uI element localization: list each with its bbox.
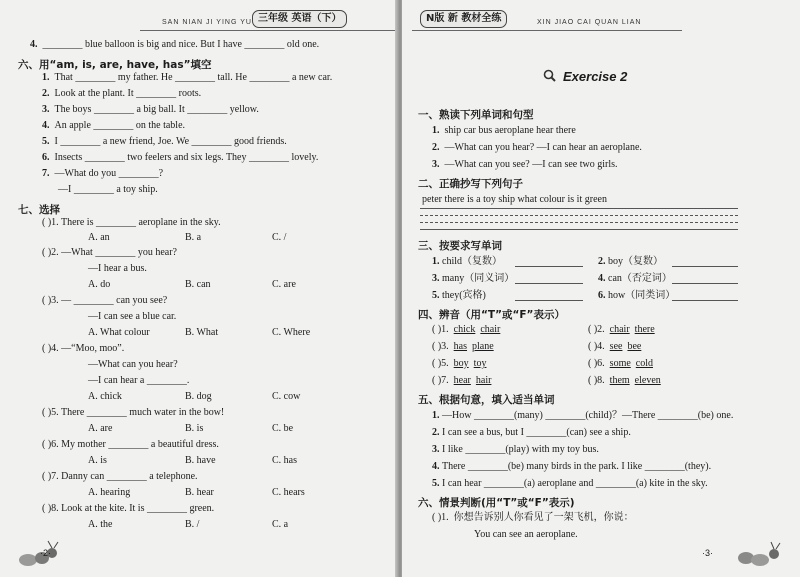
item-number: 2. bbox=[42, 88, 50, 99]
item-text: The boys ________ a big ball. It ________ yellow. bbox=[54, 104, 259, 115]
item-number: 6. bbox=[598, 290, 606, 301]
word-item bbox=[432, 290, 486, 302]
option-b: B. dog bbox=[185, 391, 212, 402]
header-pinyin: XIN JIAO CAI QUAN LIAN bbox=[537, 19, 642, 26]
fill-item bbox=[42, 104, 259, 116]
item-text: —What do you ________? bbox=[54, 168, 164, 179]
header-rule bbox=[140, 30, 395, 31]
option-a: A. do bbox=[88, 279, 111, 290]
word-1: some bbox=[609, 358, 631, 369]
option-c: C. be bbox=[272, 423, 294, 434]
option-a: A. What colour bbox=[88, 327, 150, 338]
read-item bbox=[432, 125, 576, 137]
item-number: 3. bbox=[432, 444, 440, 455]
question-line: —I can see a blue car. bbox=[88, 311, 177, 322]
mc-question-7: ( )7. Danny can ________ a telephone. bbox=[42, 471, 198, 482]
fill-item bbox=[42, 152, 318, 164]
item-number: ( )4. bbox=[588, 341, 605, 352]
item-number: ( )5. bbox=[432, 358, 449, 369]
writing-line bbox=[420, 208, 738, 209]
section-4-title: 四、辨音（用“T”或“F”表示） bbox=[418, 309, 565, 321]
question-line: —I can hear a ________. bbox=[88, 375, 190, 386]
word-item bbox=[432, 256, 502, 268]
option-c: C. a bbox=[272, 519, 289, 530]
option-c: C. hears bbox=[272, 487, 305, 498]
word-1: chair bbox=[609, 324, 630, 335]
writing-line bbox=[420, 229, 738, 230]
phonics-item bbox=[432, 341, 494, 353]
scenario-item bbox=[432, 512, 634, 524]
left-page-header bbox=[140, 2, 395, 40]
option-b: B. hear bbox=[185, 487, 214, 498]
item-number: ( )1. bbox=[432, 324, 449, 335]
copy-sentence: peter there is a toy ship what colour is it green bbox=[422, 194, 607, 205]
word-2: there bbox=[634, 324, 655, 335]
answer-line bbox=[515, 266, 583, 267]
option-a: A. are bbox=[88, 423, 113, 434]
left-page bbox=[0, 0, 398, 577]
item-text: 你想告诉别人你看见了一架飞机，你说： bbox=[453, 512, 634, 523]
item-number: 3. bbox=[432, 273, 440, 284]
word-item bbox=[598, 256, 663, 268]
answer-line bbox=[672, 266, 738, 267]
section-1-title: 一、熟读下列单词和句型 bbox=[418, 109, 534, 121]
option-b: B. a bbox=[185, 232, 202, 243]
item-text: That ________ my father. He ________ tall. He ________ a new car. bbox=[54, 72, 333, 83]
page-number-left: ·2· bbox=[40, 548, 51, 558]
item-number: ( )7. bbox=[432, 375, 449, 386]
item-text: ship car bus aeroplane hear there bbox=[444, 125, 576, 136]
answer-line bbox=[515, 300, 583, 301]
item-number: ( )2. bbox=[588, 324, 605, 335]
item-number: 4. bbox=[598, 273, 606, 284]
option-b: B. can bbox=[185, 279, 211, 290]
item-text: Insects ________ two feelers and six legs. They ________ lovely. bbox=[54, 152, 319, 163]
option-c: C. Where bbox=[272, 327, 311, 338]
ant-mascot-icon bbox=[14, 540, 60, 570]
section-6-title: 六、用“am, is, are, have, has”填空 bbox=[18, 59, 212, 71]
word-2: cold bbox=[635, 358, 653, 369]
mc-question-3: ( )3. — ________ can you see? bbox=[42, 295, 168, 306]
section-2-title: 二、正确抄写下列句子 bbox=[418, 178, 523, 190]
mc-question-4: ( )4. —“Moo, moo”. bbox=[42, 343, 125, 354]
writing-line bbox=[420, 222, 738, 223]
item-text: they(宾格) bbox=[442, 290, 486, 301]
option-b: B. What bbox=[185, 327, 219, 338]
word-1: them bbox=[609, 375, 630, 386]
magnifier-icon bbox=[543, 69, 556, 82]
item-text: —What can you see? —I can see two girls. bbox=[444, 159, 618, 170]
mc-question-6: ( )6. My mother ________ a beautiful dress. bbox=[42, 439, 219, 450]
item-text: I ________ a new friend, Joe. We ________ good friends. bbox=[54, 136, 287, 147]
option-c: C. cow bbox=[272, 391, 301, 402]
fill-item bbox=[432, 444, 599, 456]
item-number: 5. bbox=[432, 478, 440, 489]
item-text: Look at the plant. It ________ roots. bbox=[54, 88, 202, 99]
answer-line bbox=[672, 300, 738, 301]
item-text: —What can you hear? —I can hear an aeroplane. bbox=[444, 142, 642, 153]
fill-item bbox=[42, 136, 287, 148]
right-page bbox=[402, 0, 800, 577]
answer-line bbox=[515, 283, 583, 284]
phonics-item bbox=[432, 324, 500, 336]
section-5-title: 五、根据句意，填入适当单词 bbox=[418, 394, 555, 406]
section-7-title: 七、选择 bbox=[18, 204, 60, 216]
option-c: C. are bbox=[272, 279, 296, 290]
writing-line bbox=[420, 215, 738, 216]
item-number: 5. bbox=[432, 290, 440, 301]
word-2: hair bbox=[475, 375, 492, 386]
item-text: —I ________ a toy ship. bbox=[58, 184, 158, 195]
item-number: 1. bbox=[42, 72, 50, 83]
option-b: B. is bbox=[185, 423, 204, 434]
word-2: plane bbox=[472, 341, 494, 352]
item-text: I can hear ________(a) aeroplane and ________(a) kite in the sky. bbox=[442, 478, 708, 489]
mc-question-5: ( )5. There ________ much water in the bow! bbox=[42, 407, 225, 418]
word-1: has bbox=[453, 341, 468, 352]
read-item bbox=[432, 159, 618, 171]
header-title-badge: N版 新 教材全练 bbox=[420, 10, 507, 28]
item-number: ( )8. bbox=[588, 375, 605, 386]
fill-item bbox=[58, 184, 158, 196]
word-2: eleven bbox=[634, 375, 661, 386]
word-item bbox=[598, 290, 675, 302]
mc-question-8: ( )8. Look at the kite. It is ________ green. bbox=[42, 503, 215, 514]
item-number: ( )6. bbox=[588, 358, 605, 369]
item-number: 2. bbox=[432, 427, 440, 438]
item-number: 1. bbox=[432, 256, 440, 267]
item-number: 2. bbox=[598, 256, 606, 267]
word-item bbox=[432, 273, 514, 285]
fill-item bbox=[432, 461, 711, 473]
fill-item bbox=[432, 410, 733, 422]
item-number: 3. bbox=[42, 104, 50, 115]
item-number: 6. bbox=[42, 152, 50, 163]
phonics-item bbox=[588, 375, 661, 387]
word-2: chair bbox=[480, 324, 501, 335]
phonics-item bbox=[432, 375, 491, 387]
phonics-item bbox=[588, 324, 655, 336]
word-1: boy bbox=[453, 358, 469, 369]
item-text: —How ________(many) ________(child)？—There ________(be) one. bbox=[442, 410, 734, 421]
option-a: A. chick bbox=[88, 391, 122, 402]
fill-item bbox=[432, 427, 631, 439]
fill-item bbox=[42, 168, 163, 180]
item-text: An apple ________ on the table. bbox=[54, 120, 186, 131]
item-number: 7. bbox=[42, 168, 50, 179]
section-6-title: 六、情景判断(用“T”或“F”表示) bbox=[418, 497, 575, 509]
item-text: I like ________(play) with my toy bus. bbox=[442, 444, 599, 455]
option-a: A. the bbox=[88, 519, 113, 530]
item-text: can（否定词） bbox=[608, 273, 672, 284]
word-item bbox=[598, 273, 672, 285]
item-text: many（同义词） bbox=[442, 273, 515, 284]
exercise-title: Exercise 2 bbox=[563, 69, 628, 84]
header-pinyin: SAN NIAN JI YING YU bbox=[162, 19, 252, 26]
fill-item bbox=[42, 72, 332, 84]
phonics-item bbox=[432, 358, 486, 370]
fill-item bbox=[42, 120, 185, 132]
option-a: A. is bbox=[88, 455, 107, 466]
item-number: 3. bbox=[432, 159, 440, 170]
read-item bbox=[432, 142, 642, 154]
item-number: 4. bbox=[432, 461, 440, 472]
option-b: B. have bbox=[185, 455, 216, 466]
word-2: bee bbox=[627, 341, 642, 352]
item-number: 4. bbox=[30, 39, 38, 50]
item-number: ( )1. bbox=[432, 512, 449, 523]
item-text: There ________(be) many birds in the park. I like ________(they). bbox=[442, 461, 712, 472]
phonics-item bbox=[588, 358, 653, 370]
option-b: B. / bbox=[185, 519, 200, 530]
item-4-line bbox=[30, 39, 319, 51]
item-number: 5. bbox=[42, 136, 50, 147]
item-number: 2. bbox=[432, 142, 440, 153]
option-a: A. an bbox=[88, 232, 110, 243]
item-text: ________ blue balloon is big and nice. But I have ________ old one. bbox=[42, 39, 320, 50]
answer-line bbox=[672, 283, 738, 284]
section-3-title: 三、按要求写单词 bbox=[418, 240, 502, 252]
word-1: hear bbox=[453, 375, 471, 386]
item-text: how（同类词） bbox=[608, 290, 676, 301]
item-number: 1. bbox=[432, 410, 440, 421]
phonics-item bbox=[588, 341, 641, 353]
question-line: —What can you hear? bbox=[88, 359, 178, 370]
header-rule bbox=[412, 30, 682, 31]
scenario-answer: You can see an aeroplane. bbox=[474, 529, 578, 540]
fill-item bbox=[42, 88, 201, 100]
item-text: child（复数） bbox=[442, 256, 502, 267]
question-line: —I hear a bus. bbox=[88, 263, 147, 274]
option-c: C. / bbox=[272, 232, 287, 243]
ant-mascot-icon bbox=[732, 540, 782, 570]
item-text: boy（复数） bbox=[608, 256, 663, 267]
item-number: 1. bbox=[432, 125, 440, 136]
header-title-badge: 三年级 英语（下） bbox=[252, 10, 347, 28]
mc-question-1: ( )1. There is ________ aeroplane in the sky. bbox=[42, 217, 221, 228]
word-1: see bbox=[609, 341, 623, 352]
word-2: toy bbox=[473, 358, 487, 369]
option-a: A. hearing bbox=[88, 487, 131, 498]
mc-question-2: ( )2. —What ________ you hear? bbox=[42, 247, 177, 258]
page-number-right: ·3· bbox=[702, 548, 713, 558]
item-number: 4. bbox=[42, 120, 50, 131]
word-1: chick bbox=[453, 324, 476, 335]
item-text: I can see a bus, but I ________(can) see a ship. bbox=[442, 427, 631, 438]
option-c: C. has bbox=[272, 455, 297, 466]
fill-item bbox=[432, 478, 708, 490]
right-page-header bbox=[412, 2, 682, 40]
item-number: ( )3. bbox=[432, 341, 449, 352]
